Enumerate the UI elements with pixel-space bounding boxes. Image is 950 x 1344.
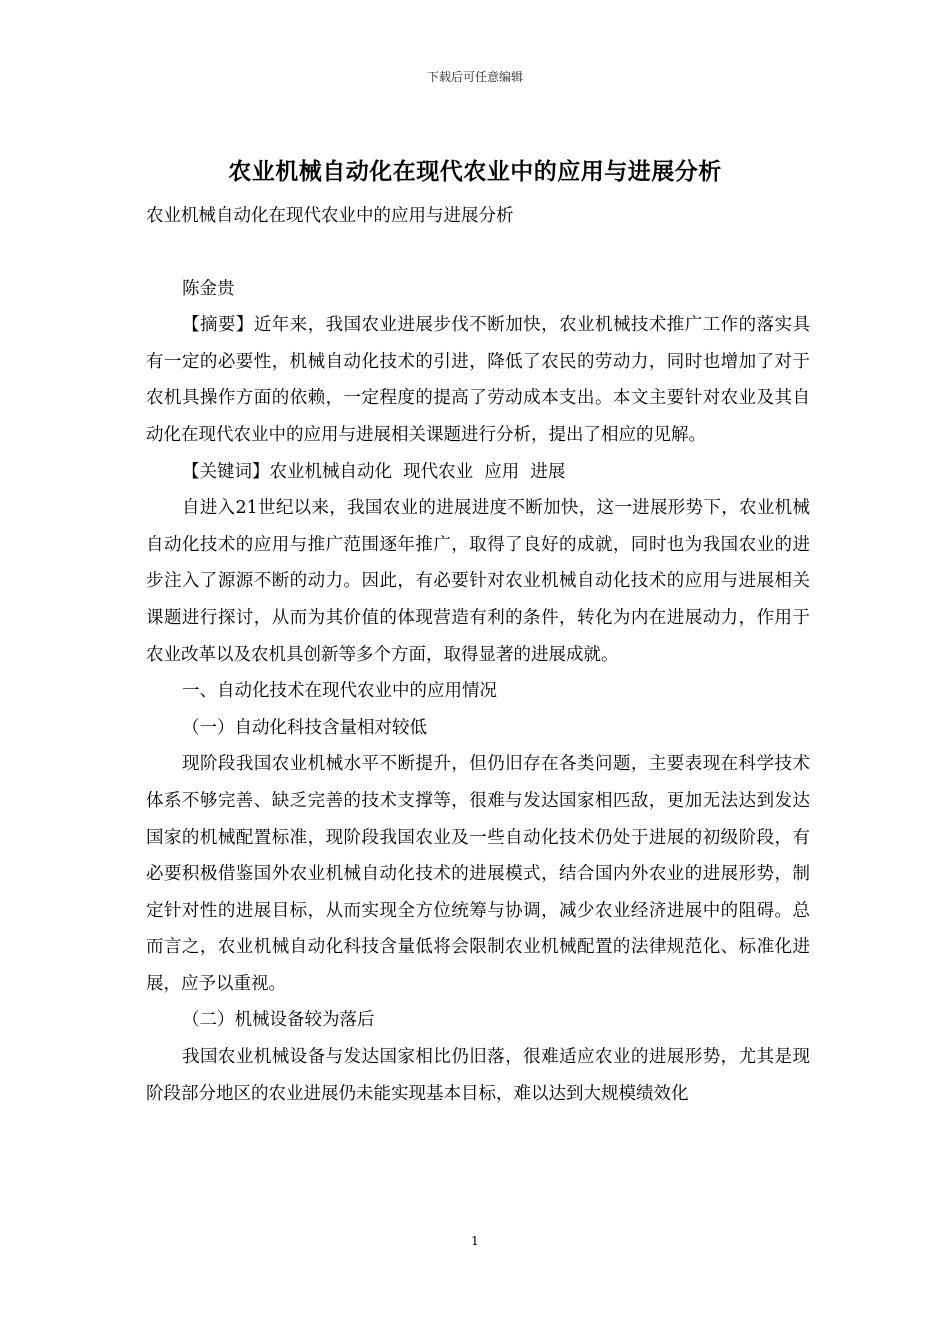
body-paragraph: 我国农业机械设备与发达国家相比仍旧落，很难适应农业的进展形势，尤其是现阶段部分地区的农业进展仍未能实现基本目标，难以达到大规模绩效化: [146, 1047, 810, 1104]
subsection-heading: （一）自动化科技含量相对较低: [182, 717, 427, 738]
subsection-heading: （二）机械设备较为落后: [182, 1010, 375, 1031]
section-heading: 一、自动化技术在现代农业中的应用情况: [182, 681, 497, 702]
intro-paragraph: 自进入21世纪以来，我国农业的进展进度不断加快，这一进展形势下，农业机械自动化技术的应用与推广范围逐年推广，取得了良好的成就，同时也为我国农业的进步注入了源源不断的动力。因此，有必要针对农业机械自动化技术的应用与进展相关课题进行探讨，从而为其价值的体现营造有利的条件，转化为内在进展动力，作用于农业改革以及农机具创新等多个方面，取得显著的进展成就。: [146, 498, 810, 665]
header-note: 下载后可任意编辑: [426, 70, 523, 84]
document-body: [146, 198, 810, 1112]
document-subtitle: 农业机械自动化在现代农业中的应用与进展分析: [146, 206, 514, 226]
abstract-paragraph: 【摘要】近年来，我国农业进展步伐不断加快，农业机械技术推广工作的落实具有一定的必要性，机械自动化技术的引进，降低了农民的劳动力，同时也增加了对于农机具操作方面的依赖，一定程度的提高了劳动成本支出。本文主要针对农业及其自动化在现代农业中的应用与进展相关课题进行分析，提出了相应的见解。: [146, 315, 810, 445]
document-title: 农业机械自动化在现代农业中的应用与进展分析: [228, 159, 722, 185]
keywords-line: 【关键词】农业机械自动化 现代农业 应用 进展: [182, 461, 566, 482]
author-name: 陈金贵: [182, 278, 235, 299]
page-number: 1: [471, 1234, 479, 1248]
body-paragraph: 现阶段我国农业机械水平不断提升，但仍旧存在各类问题，主要表现在科学技术体系不够完善、缺乏完善的技术支撑等，很难与发达国家相匹敌，更加无法达到发达国家的机械配置标准，现阶段我国农业及一些自动化技术仍处于进展的初级阶段，有必要积极借鉴国外农业机械自动化技术的进展模式，结合国内外农业的进展形势，制定针对性的进展目标，从而实现全方位统筹与协调，减少农业经济进展中的阻碍。总而言之，农业机械自动化科技含量低将会限制农业机械配置的法律规范化、标准化进展，应予以重视。: [146, 754, 810, 994]
